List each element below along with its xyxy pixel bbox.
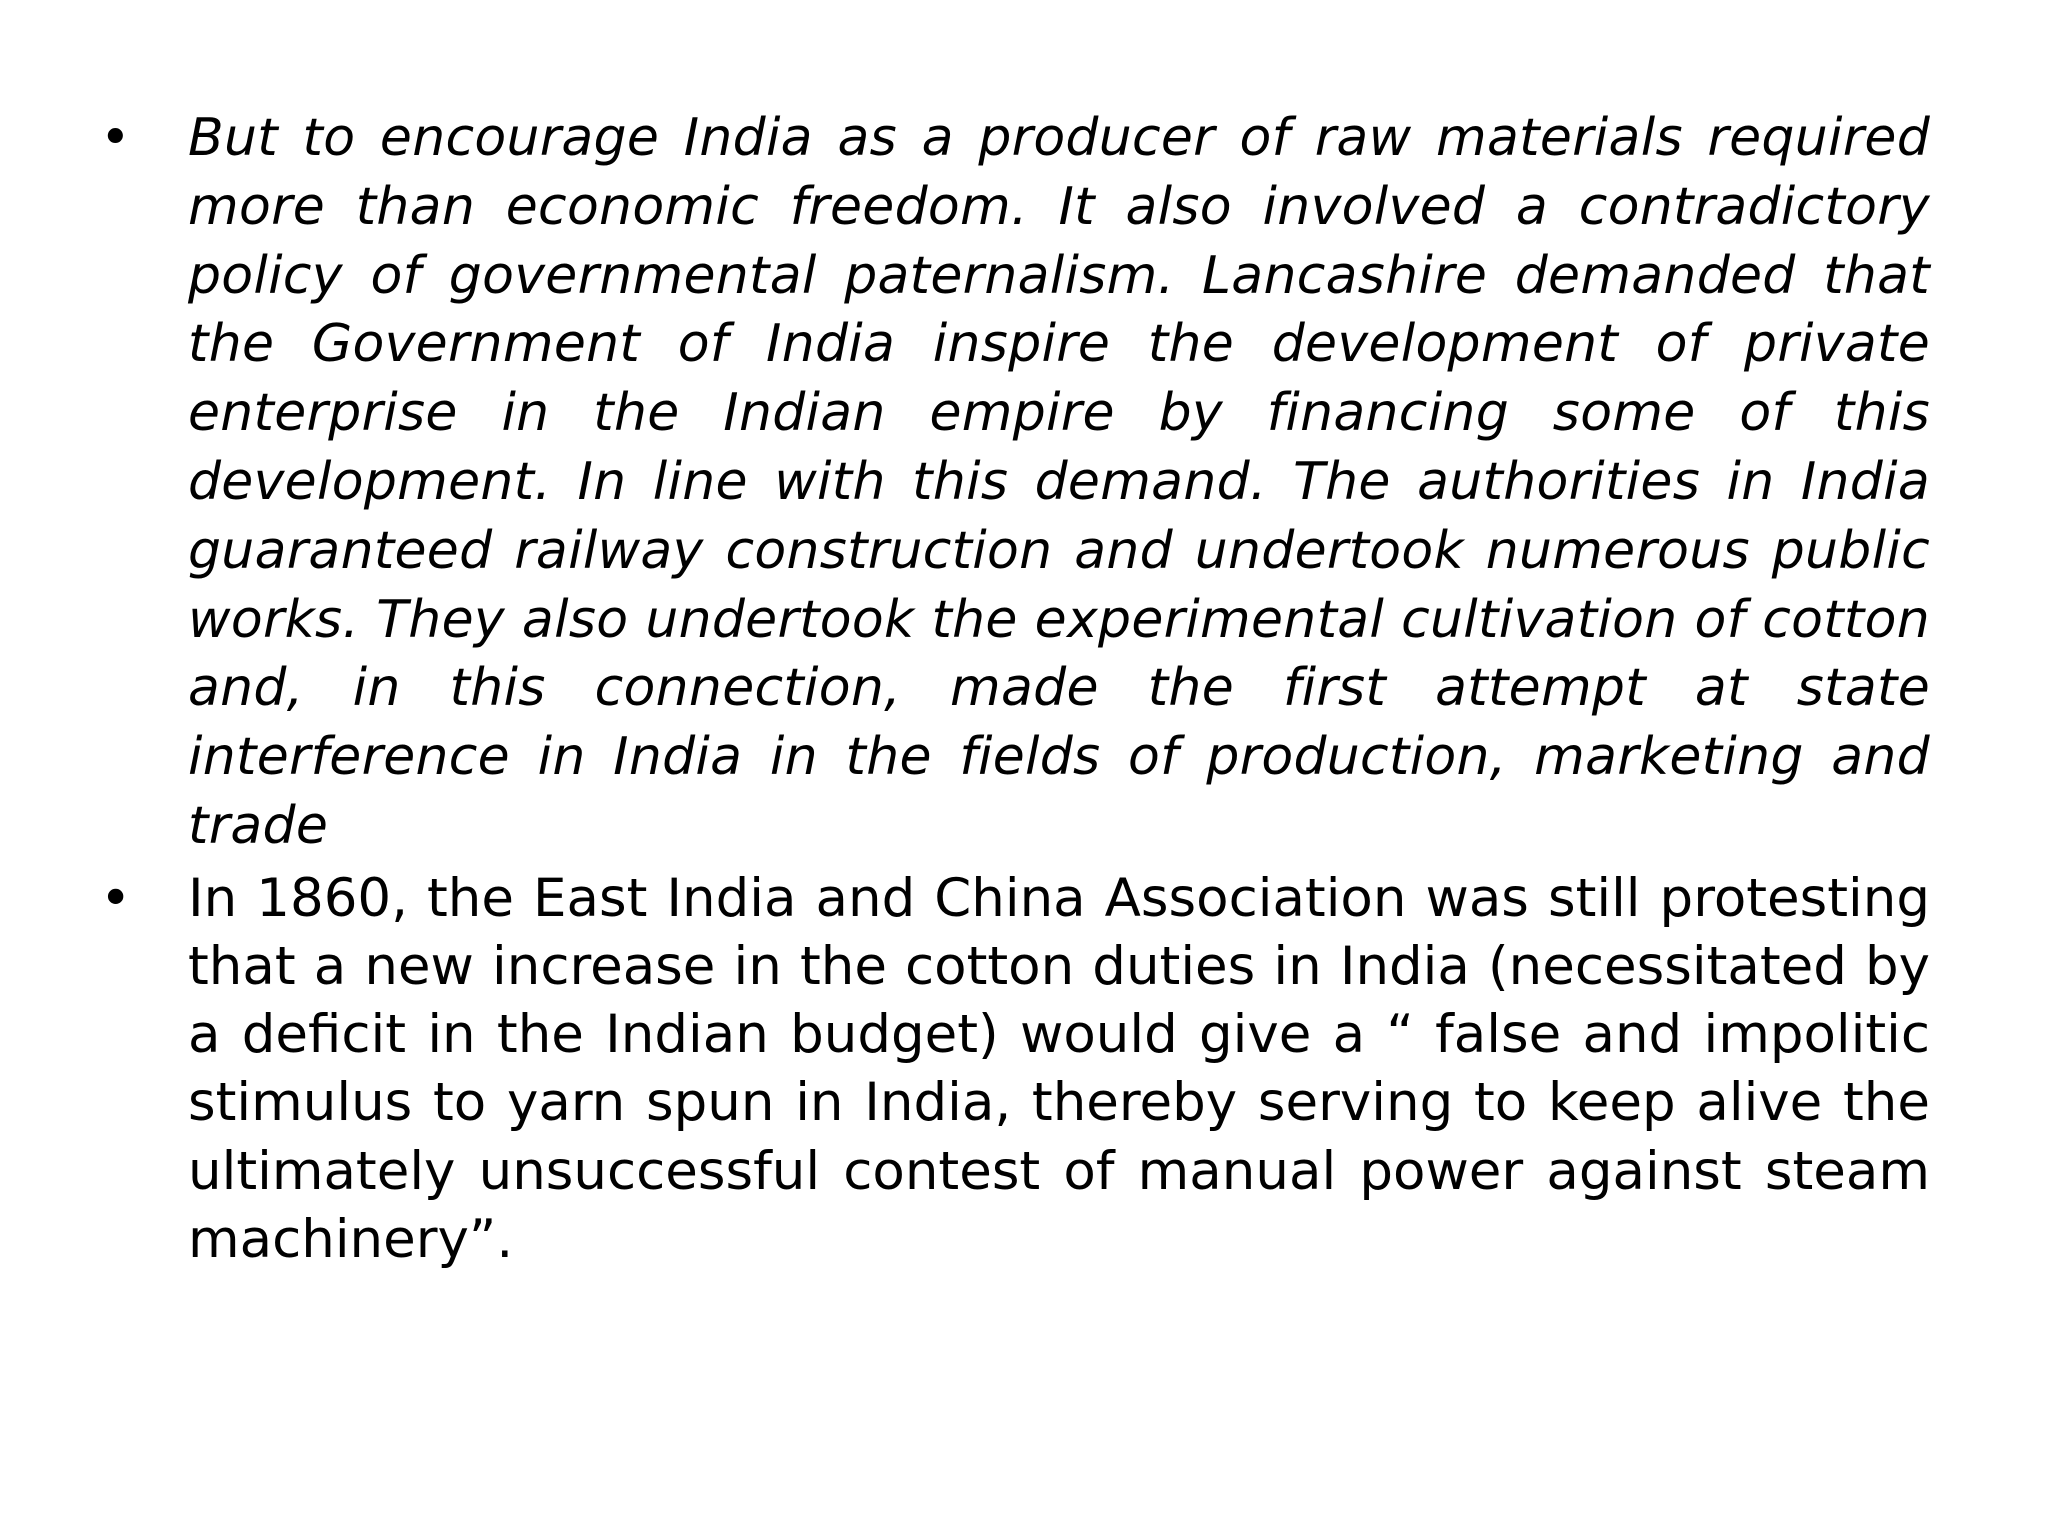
bullet-text: But to encourage India as a producer of raw materials required more than economic freedom. It also involved a contradictory policy of governmental paternalism. Lancashire demanded that the Government of India inspire the development of private enterprise in the Indian empire by financing some of this development. In line with this demand. The authorities in India guaranteed railway construction and undertook numerous public works. They also undertook the experimental cultivation of cotton and, in this connection, made the first attempt at state interference in India in the fields of production, marketing and trade bbox=[188, 108, 1930, 856]
bullet-icon: • bbox=[100, 867, 132, 929]
bullet-icon: • bbox=[100, 108, 131, 168]
bullet-list bbox=[100, 104, 1930, 1278]
bullet-item bbox=[100, 104, 1930, 861]
bullet-text: In 1860, the East India and China Association was still protesting that a new increase in the cotton duties in India (necessitated by a deficit in the Indian budget) would give a “ false and impolitic stimulus to yarn spun in India, thereby serving to keep alive the ultimately unsuccessful contest of manual power against steam machinery”. bbox=[188, 867, 1930, 1270]
bullet-item bbox=[100, 865, 1930, 1274]
